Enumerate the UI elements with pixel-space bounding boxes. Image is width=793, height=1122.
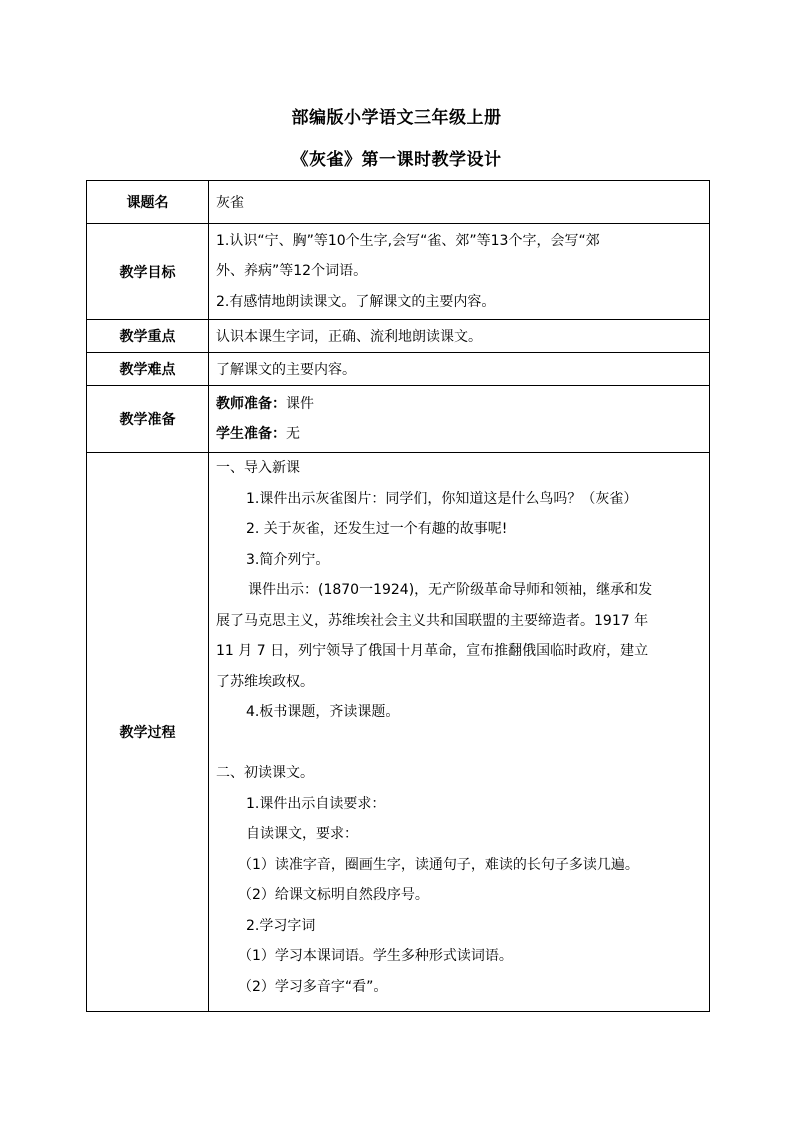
document-subtitle: 《灰雀》第一课时教学设计 [291, 150, 502, 170]
table-row-topic [87, 181, 710, 224]
document-title: 部编版小学语文三年级上册 [291, 108, 502, 128]
topic-label: 课题名 [87, 181, 209, 224]
table-row-difficulties [87, 353, 710, 386]
process-line: 展了马克思主义，苏维埃社会主义共和国联盟的主要缔造者。1917 年 [216, 612, 649, 629]
process-line: 4.板书课题，齐读课题。 [246, 704, 400, 720]
goals-label: 教学目标 [87, 224, 209, 320]
goals-content [209, 224, 710, 320]
table-row-process [87, 453, 710, 1012]
goals-line: 1.认识“宁、胸”等10个生字,会写“雀、郊”等13个字，会写“郊 [216, 232, 600, 249]
process-line: 自读课文，要求： [246, 826, 358, 842]
topic-value: 灰雀 [209, 181, 710, 224]
process-line: 课件出示：(1870一1924)，无产阶级革命导师和领袖，继承和发 [248, 582, 653, 598]
teacher-preparation-label: 教师准备： [216, 395, 286, 412]
key-points-label: 教学重点 [87, 320, 209, 353]
process-line: （2）给课文标明自然段序号。 [238, 887, 429, 903]
teacher-preparation-value: 课件 [286, 395, 314, 412]
teacher-preparation [216, 389, 703, 420]
process-content [209, 453, 710, 1012]
goals-line: 2.有感情地朗读课文。了解课文的主要内容。 [216, 293, 496, 310]
student-preparation-label: 学生准备： [216, 426, 286, 442]
blank-line [216, 728, 703, 759]
process-line: 1.课件出示灰雀图片：同学们，你知道这是什么鸟吗？（灰雀） [246, 490, 638, 507]
process-line: 11 月 7 日，列宁领导了俄国十月革命，宣布推翻俄国临时政府，建立 [216, 643, 649, 659]
process-line: （1）读准字音，圈画生字，读通句子，难读的长句子多读几遍。 [238, 856, 639, 873]
table-row-key-points [87, 320, 710, 353]
preparation-label: 教学准备 [87, 386, 209, 453]
goals-line: 外、养病”等12个词语。 [216, 263, 368, 280]
process-label: 教学过程 [87, 453, 209, 1012]
table-row-goals [87, 224, 710, 320]
process-line: 二、初读课文。 [216, 765, 314, 781]
preparation-content [209, 386, 710, 453]
table-row-preparation [87, 386, 710, 453]
key-points-value: 认识本课生字词，正确、流利地朗读课文。 [209, 320, 710, 353]
process-line: 一、导入新课 [216, 460, 300, 476]
process-line: （2）学习多音字“看”。 [238, 978, 388, 995]
process-line: （1）学习本课词语。学生多种形式读词语。 [238, 948, 513, 964]
process-line: 2. 关于灰雀，还发生过一个有趣的故事呢! [246, 521, 508, 537]
process-line: 3.简介列宁。 [246, 551, 330, 568]
student-preparation [216, 419, 703, 450]
process-line: 了苏维埃政权。 [216, 673, 314, 690]
difficulties-value: 了解课文的主要内容。 [209, 353, 710, 386]
difficulties-label: 教学难点 [87, 353, 209, 386]
student-preparation-value: 无 [286, 426, 300, 442]
process-line: 2.学习字词 [246, 917, 316, 934]
process-line: 1.课件出示自读要求： [246, 795, 386, 812]
lesson-plan-table [86, 180, 710, 1012]
